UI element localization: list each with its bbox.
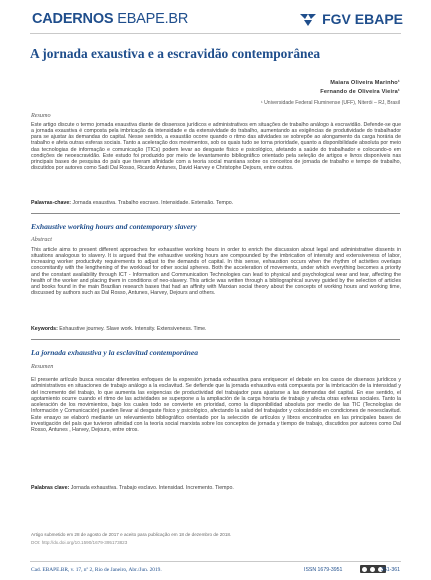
page-header [0, 0, 431, 40]
palavras-chave [31, 200, 401, 206]
received-date: Artigo submetido em 28 de agosto de 2017 e aceito para publicação em 18 de dezembro de 2018. [31, 532, 232, 537]
author-name: Maiara Oliveira Marinho¹ [330, 80, 400, 86]
author-name: Fernando de Oliveira Vieira¹ [320, 88, 400, 95]
footer-issn: ISSN 1679-3951 [304, 567, 343, 573]
abstract-body: This article aims to present different approaches for exhaustive working hours in order to enrich the discussion about legal and administrative dissents in situations analogous to slavery. It is argued that the exhaustive working hours are compounded by the imbrication of intensity and extensiveness of labor, increasing worker productivity requirements to adjust to the demands of capital. In this sense, exhaustion occurs when the rhythm of activities overlaps concomitantly with the lengthening of the workload for other social spheres. Both the acceleration of movements, under which everything becomes a priority and the constant availability through ICT - Information and Communication Technologies can lead to physical and psychological wear and tear, affecting the health of the worker and placing them in conditions of neo-slavery. This article was written through a bibliographical survey guided by the selection of articles and books found in the main Brazilian research bases that had an affinity with Marxian social theory about the concepts of working hours and working time, discussed by authors such as Dal Rosso, Antunes, Harvey, Dejours and others. [31, 247, 401, 297]
publisher-logo [299, 10, 403, 28]
resumen-body: El presente artículo busca rescatar diferentes enfoques de la expresión jornada exhaustiva para enriquecer el debate en los casos de disensos jurídicos y administrativos en situaciones de trabajo análogo a la esclavitud. Se defiende que la jornada exhaustiva está compuesta por la imbricación de la intensidad y del incremento del trabajo, lo que aumenta las exigencias de productividad del trabajador para ajustarse a las demandas del capital. En ese sentido, el agotamiento ocurre cuando el ritmo de las actividades se superpone a la ampliación de la carga horaria de trabajo y afecta otras esferas sociales. Tanto la aceleración de los movimientos, bajo los cuales todo se convierte en prioridad, como la disponibilidad absoluta por medio de las TIC (Tecnologías de Información y Comunicación) pueden llevar al desgaste físico y psicológico, afectando la salud del trabajador y colocándolo en condiciones de neoesclavitud. Este ensayo se elaboró mediante un relevamiento bibliográfico orientado por la selección de artículos y libros encontrados en las principales bases de investigación del país que tuvieron afinidad con la teoría social marxista sobre los conceptos de jornada y tiempo de trabajo, discutidos por autores como Dal Rosso, Antunes , Harvey, Dejours, entre otros. [31, 377, 401, 433]
keywords [31, 326, 401, 332]
section-divider [31, 213, 400, 214]
palabras-clave [31, 485, 401, 491]
resumo-body: Este artigo discute o termo jornada exaustiva diante de dissensos jurídicos e administrativos em situações de trabalho análogo à escravidão. Defende-se que a jornada exaustiva é composta pela imbricação da intensidade e da extensividade do trabalho, aumentando as exigências de produtividade do trabalhador para se ajustar às demandas do capital. Nesse sentido, a exaustão ocorre quando o ritmo das atividades se sobrepõe ao alongamento da carga horária de trabalho e afeta outras esferas sociais. Tanto a aceleração dos movimentos, sob os quais tudo se torna prioridade, quanto a disponibilidade absoluta por meio das tecnologias de informação e comunicação (TICs) podem levar ao desgaste físico e psicológico, afetando a saúde do trabalhador e colocando-o em condições de neoescravidão. Este estudo foi produzido por meio de levantamento bibliográfico orientado pela seleção de artigos e livros disponíveis nas principais bases de pesquisa do país que tiveram afinidade com a teoria social marxiana sobre os conceitos de jornada de trabalho e tempo de trabalho, discutidos por autores como Sadi Dal Rosso, Ricardo Antunes, David Harvey e Christophe Dejours, entre outros. [31, 122, 401, 172]
keywords-label: Keywords: [31, 326, 58, 332]
affiliation: ¹ Universidade Federal Fluminense (UFF), Niterói – RJ, Brasil [261, 100, 400, 106]
palabras-clave-label: Palabras clave: [31, 485, 70, 491]
fgv-mark-icon [299, 11, 317, 27]
journal-logo [32, 11, 188, 27]
english-title: Exhaustive working hours and contemporary slavery [31, 222, 197, 231]
submission-note [31, 531, 231, 547]
resumo-heading: Resumo [31, 112, 51, 119]
keywords-text: Exhaustive journey. Slave work. Intensity. Extensiveness. Time. [57, 326, 207, 332]
publisher-logo-text: FGV EBAPE [322, 11, 403, 27]
header-rule [30, 33, 401, 34]
author-list [320, 79, 400, 96]
doi-link[interactable]: DOI: http://dx.doi.org/10.1590/1679-395173823 [31, 540, 128, 545]
resumen-heading: Resumen [31, 363, 54, 370]
palabras-clave-text: Jornada exhaustiva. Trabajo esclavo. Intensidad. Incremento. Tiempo. [69, 485, 234, 491]
abstract-heading: Abstract [31, 236, 52, 243]
journal-logo-bold: CADERNOS [32, 11, 114, 27]
article-title: A jornada exaustiva e a escravidão contemporânea [30, 46, 321, 61]
spanish-title: La jornada exhaustiva y la esclavitud contemporánea [31, 348, 199, 357]
section-divider [31, 339, 400, 340]
palavras-chave-text: Jornada exaustiva. Trabalho escravo. Intensidade. Extensão. Tempo. [71, 200, 234, 206]
journal-logo-rest: EBAPE.BR [113, 11, 189, 27]
footer-citation: Cad. EBAPE.BR, v. 17, nº 2, Rio de Janeiro, Abr./Jun. 2019. [31, 567, 162, 573]
palavras-chave-label: Palavras-chave: [31, 200, 71, 206]
page-footer [30, 561, 401, 574]
footer-pages: 351-361 [380, 567, 400, 573]
